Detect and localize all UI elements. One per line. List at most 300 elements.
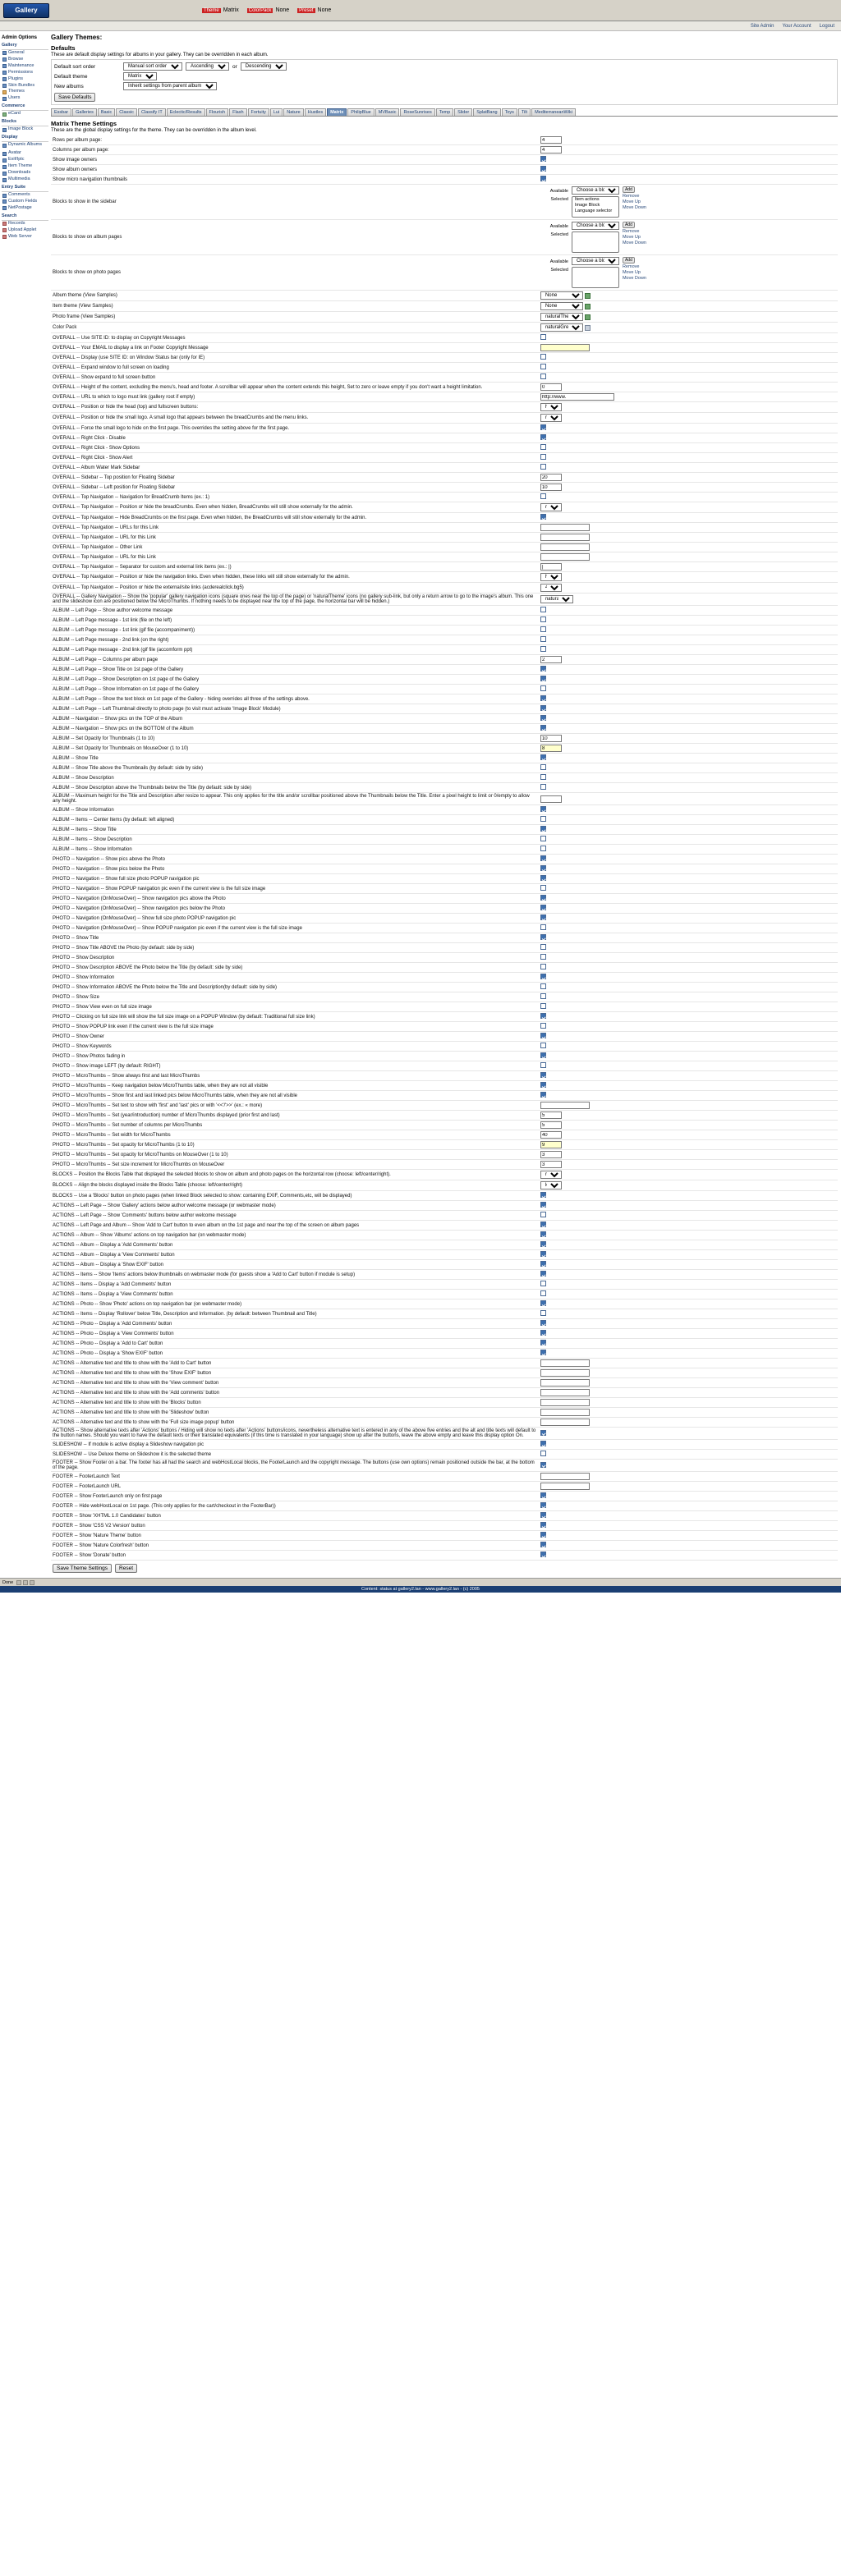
setting-checkbox[interactable] [540,1271,546,1277]
setting-checkbox[interactable] [540,865,546,871]
default-sort-dir2-select[interactable] [241,62,287,71]
sidebar-item-item-theme[interactable] [2,163,48,170]
setting-checkbox[interactable] [540,1512,546,1518]
selected-blocks-list[interactable] [572,267,619,288]
sidebar-item-custom-fields[interactable] [2,199,48,205]
sidebar-item-label: Custom Fields [8,199,38,204]
setting-label: ALBUM -- Show Information [53,807,114,813]
sidebar-item-downloads[interactable] [2,170,48,176]
setting-control [539,1211,838,1221]
move-block-down-link[interactable]: Move Down [622,205,646,210]
tab-flash[interactable]: Flash [229,108,246,116]
tab-basic[interactable]: Basic [98,108,115,116]
setting-checkbox[interactable] [540,514,546,520]
setting-control [539,645,838,655]
topfield-colorpack-value: None [275,7,290,13]
setting-row [51,1170,838,1180]
setting-text-input[interactable] [540,1141,562,1148]
setting-text-input[interactable] [540,1102,590,1109]
setting-label: Blocks to show on album pages [53,235,122,240]
setting-checkbox[interactable] [540,954,546,960]
setting-control [539,835,838,845]
gallery-logo: Gallery [3,3,49,18]
setting-checkbox[interactable] [540,826,546,832]
setting-label: OVERALL -- Top Navigation -- Navigation for BreadCrumb Items (ex.: 1) [53,494,210,500]
setting-select[interactable] [540,584,562,592]
setting-control [539,1140,838,1150]
setting-checkbox[interactable] [540,434,546,440]
setting-checkbox[interactable] [540,895,546,901]
setting-checkbox[interactable] [540,1043,546,1048]
tab-classify-it[interactable]: Classify IT [138,108,166,116]
setting-checkbox[interactable] [540,1003,546,1009]
setting-checkbox[interactable] [540,1502,546,1508]
setting-label: OVERALL -- Top Navigation -- Position or hide the external/site links (acderealclick.bg5) [53,585,244,590]
available-blocks-select[interactable] [572,257,619,265]
sidebar-item-themes[interactable] [2,89,48,95]
setting-label: ALBUM -- Left Page -- Show Description on 1st page of the Gallery [53,676,200,682]
sidebar-item-plugins[interactable] [2,76,48,83]
setting-checkbox[interactable] [540,924,546,930]
setting-control [539,1231,838,1240]
setting-select[interactable] [540,302,583,310]
status-icon-zone [23,1580,28,1585]
setting-select[interactable] [540,503,562,511]
sidebar-item-maintenance[interactable] [2,63,48,70]
selected-blocks-list[interactable] [572,231,619,253]
setting-checkbox[interactable] [540,1320,546,1326]
setting-text-input[interactable] [540,1389,590,1396]
setting-text-input[interactable] [540,393,614,401]
setting-checkbox[interactable] [540,875,546,881]
setting-checkbox[interactable] [540,905,546,910]
setting-control [539,943,838,953]
setting-row [51,1551,838,1561]
sidebar-item-image-block[interactable] [2,126,48,133]
chooser-arrow-links [623,229,646,245]
setting-select[interactable] [540,414,562,422]
status-icons [16,1580,34,1585]
tab-eclectic-results[interactable]: Eclectic/Results [167,108,205,116]
setting-row [51,413,838,424]
setting-checkbox[interactable] [540,156,546,162]
setting-text-input[interactable] [540,344,590,351]
setting-text-input[interactable] [540,474,562,481]
setting-checkbox[interactable] [540,855,546,861]
setting-select[interactable] [540,1171,562,1179]
setting-text-input[interactable] [540,1359,590,1367]
tab-nature[interactable]: Nature [283,108,304,116]
setting-checkbox[interactable] [540,816,546,822]
setting-label: OVERALL -- Gallery Navigation -- Show the 'popular' gallery navigation icons (square ones near the top of the page) or 'naturalTheme' icons (no gallery sub-link, but only a return arrow to go to the image's album. This one and the slideshow icon are positioned below the MicroThumbs. If nothing needs to be displayed near the top of the page, the horizontal bar will be hidden.) [53,594,534,604]
move-block-down-link[interactable]: Move Down [622,241,646,245]
setting-text-input[interactable] [540,1473,590,1480]
setting-text-input[interactable] [540,1121,562,1129]
new-albums-select[interactable] [123,82,217,90]
sidebar-item-skin-bundles[interactable] [2,83,48,89]
sidebar-item-ecard[interactable] [2,111,48,117]
tab-classic[interactable]: Classic [116,108,137,116]
tab-toys[interactable]: Toys [502,108,517,116]
setting-text-input[interactable] [540,1369,590,1377]
sidebar-item-comments[interactable] [2,192,48,199]
tab-mediterraneanwiki[interactable]: MediterraneanWiki [531,108,576,116]
setting-checkbox[interactable] [540,1300,546,1306]
setting-row [51,963,838,973]
sidebar-groups [2,43,48,241]
sidebar-item-upload-applet[interactable] [2,227,48,234]
setting-select[interactable] [540,1181,562,1189]
add-block-button[interactable]: Add [623,186,635,193]
setting-checkbox[interactable] [540,1462,546,1468]
setting-label: ACTIONS -- Photo -- Display a 'Show EXIF' button [53,1350,163,1356]
setting-checkbox[interactable] [540,784,546,790]
setting-text-input[interactable] [540,146,562,154]
setting-text-input[interactable] [540,1151,562,1158]
setting-checkbox[interactable] [540,1023,546,1029]
setting-control [539,1450,838,1460]
setting-row [51,1511,838,1521]
setting-text-input[interactable] [540,1409,590,1416]
setting-control [539,1339,838,1349]
available-label: Available [549,189,568,194]
default-sort-dir-select[interactable] [186,62,229,71]
save-defaults-button[interactable]: Save Defaults [54,93,95,102]
setting-row [51,493,838,502]
setting-label: PHOTO -- Navigation -- Show pics above the Photo [53,856,165,862]
setting-text-input[interactable] [540,656,562,663]
setting-checkbox[interactable] [540,715,546,721]
tab-lui[interactable]: Lui [270,108,283,116]
sidebar-bullet-icon [2,199,7,204]
setting-control [539,1531,838,1541]
setting-text-input[interactable] [540,534,590,541]
tab-mvbasic[interactable]: MVBasic [375,108,400,116]
setting-text-input[interactable] [540,1483,590,1490]
remove-block-link[interactable]: Remove [622,194,640,199]
setting-checkbox[interactable] [540,1310,546,1316]
setting-checkbox[interactable] [540,1532,546,1538]
setting-select[interactable] [540,313,583,321]
setting-row [51,402,838,413]
setting-checkbox[interactable] [540,1542,546,1547]
tab-essbar[interactable]: Essbar [51,108,71,116]
remove-block-link[interactable]: Remove [622,264,640,269]
setting-label: PHOTO -- Show Description [53,955,115,960]
setting-checkbox[interactable] [540,885,546,891]
sidebar-bullet-icon [2,77,7,81]
setting-checkbox[interactable] [540,914,546,920]
move-block-down-link[interactable]: Move Down [622,276,646,281]
link-logout[interactable]: Logout [819,23,834,29]
sidebar-group-header: Commerce [2,103,48,111]
setting-checkbox[interactable] [540,1013,546,1019]
setting-checkbox[interactable] [540,444,546,450]
setting-checkbox[interactable] [540,166,546,172]
default-theme-select[interactable] [123,72,157,80]
default-theme-row [54,72,834,80]
sidebar-bullet-icon [2,144,7,148]
setting-checkbox[interactable] [540,176,546,181]
sidebar-bullet-icon [2,51,7,55]
setting-checkbox[interactable] [540,1082,546,1088]
reset-button[interactable]: Reset [115,1564,137,1573]
setting-checkbox[interactable] [540,1062,546,1068]
selected-blocks-list[interactable] [572,196,619,218]
setting-checkbox[interactable] [540,705,546,711]
sidebar-item-netpostage[interactable] [2,205,48,212]
blocks-chooser [540,257,836,288]
setting-checkbox[interactable] [540,1290,546,1296]
gallery-header [0,21,841,31]
tab-flourish[interactable]: Flourish [206,108,229,116]
setting-label: ACTIONS -- Photo -- Display a 'Add Comments' button [53,1321,172,1327]
setting-label: ALBUM -- Left Page -- Show the text block on 1st page of the Gallery - hiding overrides all three of the settings above. [53,696,310,702]
preview-icon[interactable] [585,304,591,309]
remove-block-link[interactable]: Remove [622,229,640,234]
setting-checkbox[interactable] [540,1552,546,1557]
setting-checkbox[interactable] [540,806,546,812]
setting-text-input[interactable] [540,524,590,531]
setting-text-input[interactable] [540,1419,590,1426]
sidebar-item-label: Item Theme [8,163,33,169]
setting-checkbox[interactable] [540,364,546,369]
setting-checkbox[interactable] [540,685,546,691]
setting-text-input[interactable] [540,383,562,391]
setting-row [51,312,838,323]
setting-label: PHOTO -- Navigation (OnMouseOver) -- Show full size photo POPUP navigation pic [53,915,237,921]
setting-text-input[interactable] [540,745,562,752]
sidebar-item-multimedia[interactable] [2,176,48,183]
setting-row [51,754,838,763]
setting-label: ACTIONS -- Alternative text and title to show with the 'Add comments' button [53,1390,220,1396]
tab-hustles[interactable]: Hustles [305,108,326,116]
selected-block-option[interactable] [573,203,618,209]
setting-control [539,1482,838,1492]
sidebar-item-exif-iptc[interactable] [2,157,48,163]
link-site-admin[interactable]: Site Admin [750,23,774,29]
tab-rosesunrises[interactable]: RoseSunrises [400,108,434,116]
color-swatch-icon[interactable] [585,325,591,331]
tab-matrix[interactable]: Matrix [327,108,347,116]
setting-text-input[interactable] [540,1399,590,1406]
setting-select[interactable] [540,323,583,332]
default-sort-order-select[interactable] [123,62,182,71]
setting-checkbox[interactable] [540,607,546,612]
sidebar-group [2,185,48,212]
setting-control [539,552,838,562]
setting-checkbox[interactable] [540,974,546,979]
setting-checkbox[interactable] [540,836,546,841]
setting-label: SLIDESHOW -- Use Deluxe theme on Slideshow it is the selected theme [53,1451,212,1457]
setting-control [539,924,838,933]
setting-checkbox[interactable] [540,616,546,622]
tab-galleries[interactable]: Galleries [72,108,97,116]
setting-checkbox[interactable] [540,1202,546,1208]
setting-checkbox[interactable] [540,1441,546,1446]
setting-checkbox[interactable] [540,374,546,379]
setting-checkbox[interactable] [540,334,546,340]
setting-checkbox[interactable] [540,1522,546,1528]
setting-label: ALBUM -- Items -- Center Items (by default: left aligned) [53,817,175,823]
setting-checkbox[interactable] [540,1492,546,1498]
setting-control [539,992,838,1002]
setting-text-input[interactable] [540,795,562,803]
move-block-up-link[interactable]: Move Up [622,270,641,275]
preview-icon[interactable] [585,293,591,299]
tab-slider[interactable]: Slider [454,108,472,116]
tab-tilt[interactable]: Tilt [518,108,531,116]
setting-label: ACTIONS -- Items -- Display 'Rollover' below Title, Description and Information. (by default: between Thumbnail and Title) [53,1311,317,1317]
available-blocks-select[interactable] [572,222,619,230]
topfield-theme-value: Matrix [223,7,239,13]
setting-label: OVERALL -- Top Navigation -- URLs for this Link [53,525,159,530]
setting-checkbox[interactable] [540,666,546,672]
setting-row [51,1221,838,1231]
setting-label: ACTIONS -- Show alternative texts after 'Actions' buttons / Hiding will show no texts after 'Actions' buttons/icons, nevertheless alternative text is entered in any of the above five entries and the alt and title texts will default to the button names. Should you want to have the default texts or their translated equivalents (if this time is translated in your language) show up after the buttons, leave the above empty and leave this display option On. [53,1428,536,1438]
selected-block-option[interactable] [573,209,618,214]
setting-checkbox[interactable] [540,983,546,989]
sidebar-item-general[interactable] [2,50,48,57]
sidebar-item-records[interactable] [2,221,48,227]
setting-checkbox[interactable] [540,774,546,780]
setting-checkbox[interactable] [540,1052,546,1058]
setting-checkbox[interactable] [540,764,546,770]
setting-checkbox[interactable] [540,1212,546,1217]
setting-text-input[interactable] [540,563,562,571]
setting-checkbox[interactable] [540,754,546,760]
setting-control [539,1012,838,1022]
setting-control [539,773,838,783]
setting-text-input[interactable] [540,1112,562,1119]
setting-control [539,714,838,724]
setting-label: PHOTO -- Navigation -- Show POPUP navigation pic even if the current view is the full size image [53,886,266,892]
setting-label: Columns per album page: [53,147,109,153]
sidebar-item-label: Avatar [8,150,21,156]
setting-row [51,255,838,291]
setting-checkbox[interactable] [540,493,546,499]
sidebar-item-avatar[interactable] [2,150,48,157]
setting-label: OVERALL -- Top Navigation -- Hide BreadCrumbs on the first page. Even when hidden, the BreadCrumbs will still show externally for the admin. [53,515,367,520]
setting-select[interactable] [540,403,562,411]
setting-text-input[interactable] [540,1131,562,1139]
setting-label: PHOTO -- Navigation (OnMouseOver) -- Show POPUP navigation pic even if the current view is the full size image [53,925,302,931]
sidebar-item-web-server[interactable] [2,234,48,241]
setting-checkbox[interactable] [540,964,546,969]
setting-label: OVERALL -- Album Water Mark Sidebar [53,465,140,470]
sidebar-item-permissions[interactable] [2,70,48,76]
setting-checkbox[interactable] [540,636,546,642]
setting-checkbox[interactable] [540,1261,546,1267]
setting-checkbox[interactable] [540,646,546,652]
setting-select[interactable] [540,573,562,581]
setting-checkbox[interactable] [540,1192,546,1198]
setting-row [51,1280,838,1290]
setting-checkbox[interactable] [540,1451,546,1456]
setting-row [51,1440,838,1450]
setting-checkbox[interactable] [540,1033,546,1038]
setting-control [539,1170,838,1180]
setting-checkbox[interactable] [540,1092,546,1098]
setting-text-input[interactable] [540,136,562,144]
selected-block-option[interactable] [573,197,618,203]
preview-icon[interactable] [585,314,591,320]
setting-label: ALBUM -- Navigation -- Show pics on the TOP of the Album [53,716,183,722]
setting-checkbox[interactable] [540,1231,546,1237]
link-your-account[interactable]: Your Account [782,23,811,29]
setting-checkbox[interactable] [540,354,546,360]
sidebar-item-browse[interactable] [2,57,48,63]
add-block-button[interactable]: Add [623,257,635,264]
setting-text-input[interactable] [540,1379,590,1387]
setting-select[interactable] [540,291,583,300]
setting-label: Album theme (View Samples) [53,293,117,298]
setting-control [539,135,838,145]
setting-text-input[interactable] [540,1161,562,1168]
tab-philipblue[interactable]: PhilipBlue [347,108,374,116]
setting-checkbox[interactable] [540,934,546,940]
tab-splatbang[interactable]: SplatBang [473,108,500,116]
setting-text-input[interactable] [540,543,590,551]
tab-fortuity[interactable]: Fortuity [248,108,269,116]
move-block-up-link[interactable]: Move Up [622,235,641,240]
setting-text-input[interactable] [540,553,590,561]
setting-label: ALBUM -- Left Page message - 1st link (gif file (accompaniment)) [53,627,195,633]
setting-checkbox[interactable] [540,676,546,681]
setting-text-input[interactable] [540,735,562,742]
sidebar-item-dynamic-albums[interactable] [2,142,48,149]
setting-checkbox[interactable] [540,846,546,851]
setting-label: PHOTO -- Navigation (OnMouseOver) -- Show navigation pics above the Photo [53,896,226,901]
setting-checkbox[interactable] [540,424,546,430]
setting-label: ALBUM -- Left Page -- Show Information on 1st page of the Gallery [53,686,200,692]
sidebar-item-users[interactable] [2,95,48,102]
available-blocks-select[interactable] [572,186,619,195]
setting-control [539,533,838,543]
setting-checkbox[interactable] [540,993,546,999]
setting-select[interactable] [540,595,573,603]
setting-checkbox[interactable] [540,725,546,731]
setting-row [51,323,838,333]
setting-checkbox[interactable] [540,944,546,950]
setting-checkbox[interactable] [540,1072,546,1078]
setting-checkbox[interactable] [540,695,546,701]
setting-label: OVERALL -- Top Navigation -- Position or hide the breadCrumbs. Even when hidden, BreadCrumbs will still show externally for the admin. [53,505,353,510]
setting-checkbox[interactable] [540,1251,546,1257]
setting-checkbox[interactable] [540,1222,546,1227]
setting-checkbox[interactable] [540,1330,546,1336]
setting-checkbox[interactable] [540,464,546,470]
setting-checkbox[interactable] [540,1430,546,1436]
main-content [49,31,841,1578]
setting-checkbox[interactable] [540,626,546,632]
tab-temp[interactable]: Temp [436,108,453,116]
setting-checkbox[interactable] [540,1241,546,1247]
setting-text-input[interactable] [540,484,562,491]
move-block-up-link[interactable]: Move Up [622,199,641,204]
setting-checkbox[interactable] [540,1281,546,1286]
setting-label: ACTIONS -- Alternative text and title to show with the 'View comment' button [53,1380,219,1386]
setting-row [51,1071,838,1081]
save-theme-settings-button[interactable]: Save Theme Settings [53,1564,112,1573]
sidebar-bullet-icon [2,84,7,88]
add-block-button[interactable]: Add [623,222,635,228]
setting-checkbox[interactable] [540,1350,546,1355]
setting-checkbox[interactable] [540,454,546,460]
setting-row [51,1250,838,1260]
setting-checkbox[interactable] [540,1340,546,1345]
setting-row [51,1081,838,1091]
